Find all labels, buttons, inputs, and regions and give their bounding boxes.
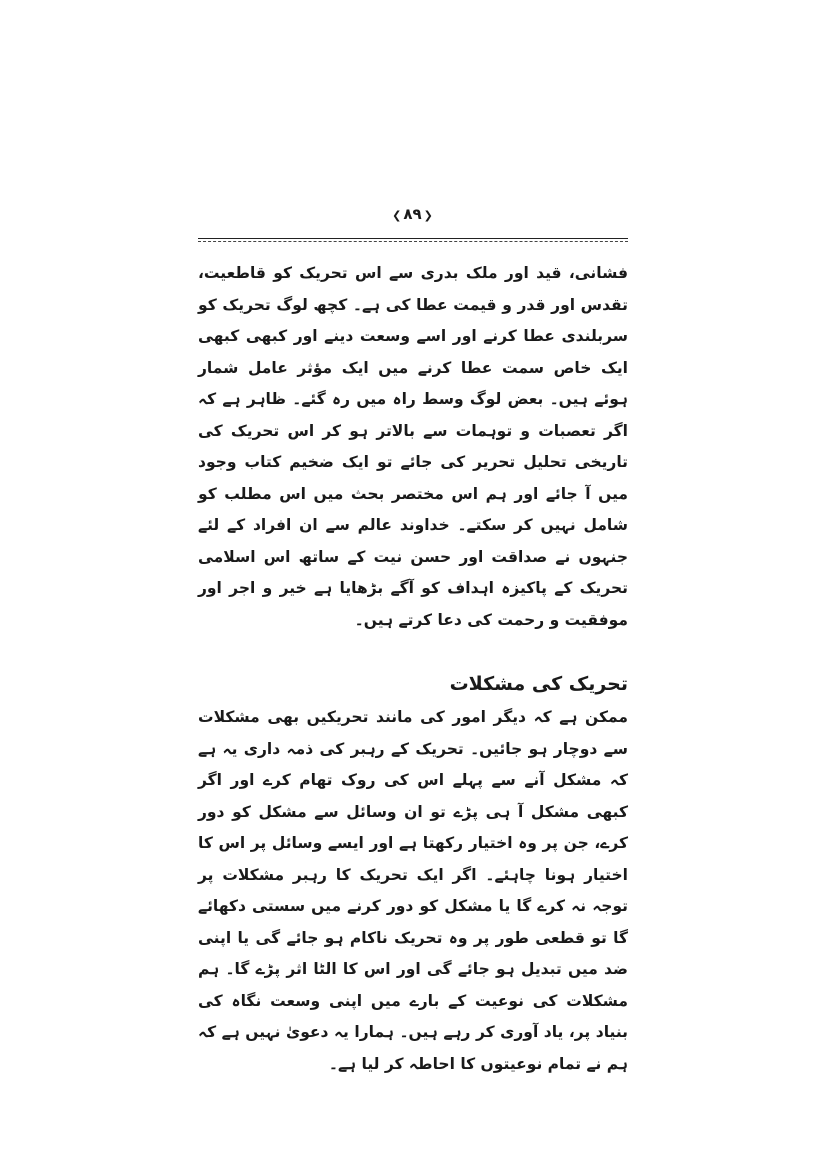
ornament-left: ❯ [392, 209, 402, 222]
ornament-right: ❮ [423, 209, 433, 222]
section-body: ممکن ہے کہ دیگر امور کی مانند تحریکیں بھی مشکلات سے دوچار ہو جائیں۔ تحریک کے رہبر کی ذمہ داری یہ ہے کہ مشکل آنے سے پہلے اس کی روک تھام کرے اور اگر کبھی مشکل آ ہی پڑے تو ان وسائل سے مشکل کو دور کرے، جن پر وہ اختیار رکھتا ہے اور ایسے وسائل پر اس کا اختیار ہونا چاہئے۔ اگر ایک تحریک کا رہبر مشکلات پر توجہ نہ کرے گا یا مشکل کو دور کرنے میں سستی دکھائے گا تو قطعی طور پر وہ تحریک ناکام ہو جائے گی یا اپنی ضد میں تبدیل ہو جائے گی اور اس کا الٹا اثر پڑے گا۔ ہم مشکلات کی نوعیت کے بارے میں اپنی وسعت نگاہ کی بنیاد پر، یاد آوری کر رہے ہیں۔ ہمارا یہ دعویٰ نہیں ہے کہ ہم نے تمام نوعیتوں کا احاطہ کر لیا ہے۔ [198, 708, 628, 1073]
page-number-value: ۸۹ [403, 205, 422, 223]
header-rule [198, 238, 628, 239]
paragraph-1: فشانی، قید اور ملک بدری سے اس تحریک کو قاطعیت، تقدس اور قدر و قیمت عطا کی ہے۔ کچھ لوگ تحریک کو سربلندی عطا کرنے اور اسے وسعت دینے اور کبھی کبھی ایک خاص سمت عطا کرنے میں ایک مؤثر عامل شمار ہوئے ہیں۔ بعض لوگ وسط راہ میں رہ گئے۔ ظاہر ہے کہ اگر تعصبات و توہمات سے بالاتر ہو کر اس تحریک کی تاریخی تحلیل تحریر کی جائے تو ایک ضخیم کتاب وجود میں آ جائے اور ہم اس مختصر بحث میں اس مطلب کو شامل نہیں کر سکتے۔ خداوند عالم سے ان افراد کے لئے جنہوں نے صداقت اور حسن نیت کے ساتھ اس اسلامی تحریک کے پاکیزہ اہداف کو آگے بڑھایا ہے خیر و اجر اور موفقیت و رحمت کی دعا کرتے ہیں۔ [198, 264, 628, 629]
section-heading: تحریک کی مشکلات [449, 673, 628, 695]
page-number [0, 205, 825, 223]
header-rule-dashed [198, 241, 628, 242]
page-content [198, 258, 628, 1080]
